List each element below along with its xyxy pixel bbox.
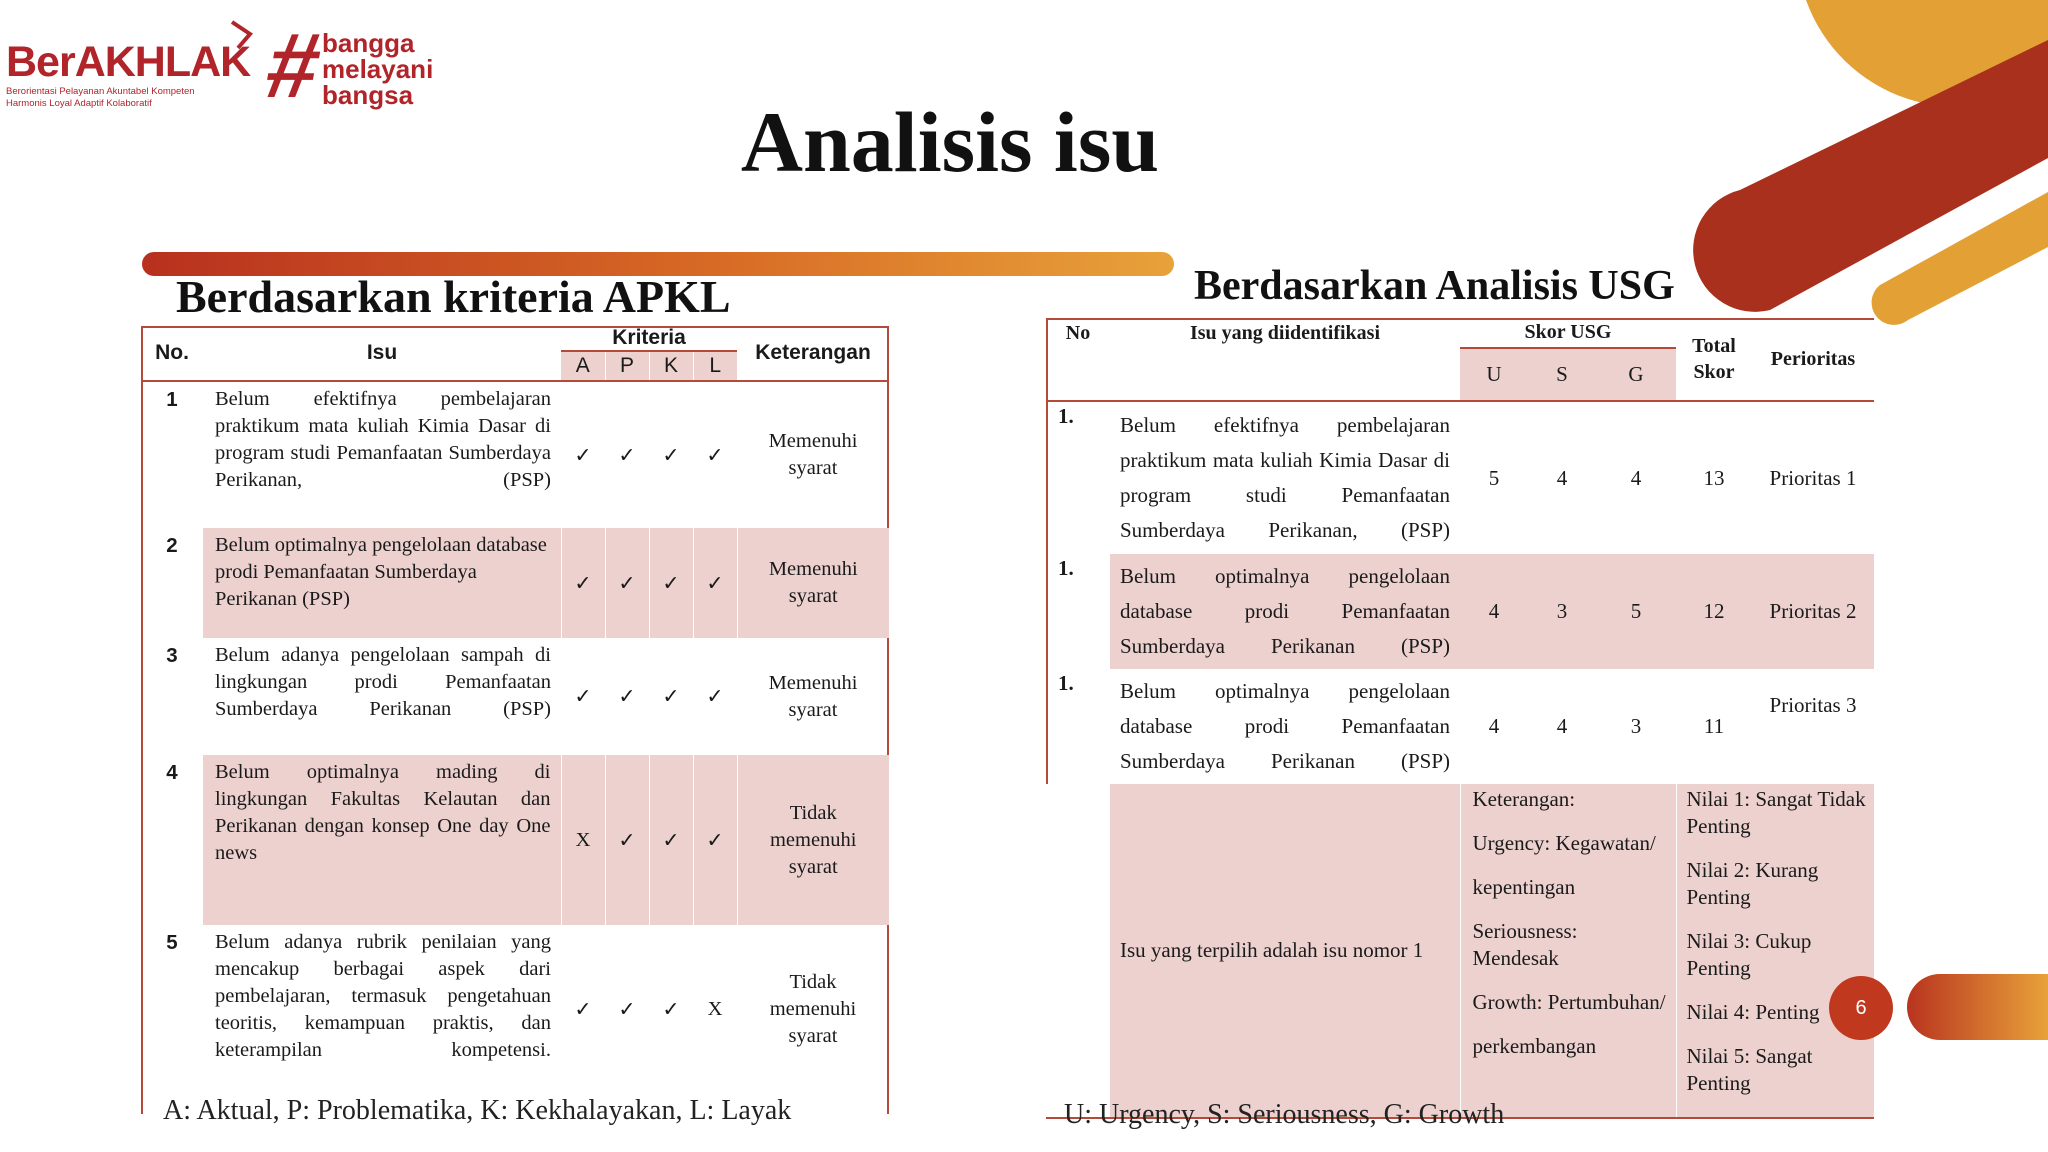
apkl-row-isu: Belum adanya rubrik penilaian yang mencakup berbagai aspek dari pembelajaran, termasuk pengetahuan teoritis, kemampuan praktis, dan keterampilan kompetensi. (215, 931, 551, 1061)
apkl-header-a: A (561, 351, 605, 381)
apkl-mark-p: ✓ (605, 528, 649, 638)
apkl-legend: A: Aktual, P: Problematika, K: Kekhalayakan, L: Layak (163, 1095, 792, 1126)
apkl-row-isu: Belum efektifnya pembelajaran praktikum mata kuliah Kimia Dasar di program studi Pemanfaatan Sumberdaya Perikanan, (PSP) (215, 388, 551, 491)
table-row (1046, 402, 1874, 554)
usg-legend: U: Urgency, S: Seriousness, G: Growth (1064, 1099, 1505, 1130)
apkl-row-isu: Belum optimalnya pengelolaan database prodi Pemanfaatan Sumberdaya Perikanan (PSP) (203, 528, 561, 638)
apkl-header-l: L (693, 351, 737, 381)
usg-row-isu: Belum optimalnya pengelolaan database prodi Pemanfaatan Sumberdaya Perikanan (PSP) (1120, 679, 1450, 773)
usg-score-g: 3 (1630, 714, 1642, 738)
apkl-mark-l: ✓ (693, 528, 737, 638)
apkl-row-keterangan: Memenuhi syarat (737, 528, 889, 638)
apkl-header-no: No. (141, 326, 203, 381)
usg-score-g: 5 (1596, 554, 1676, 669)
usg-score-g: 4 (1630, 465, 1642, 490)
usg-header-no: No (1065, 322, 1091, 344)
usg-header-g: G (1596, 348, 1676, 400)
apkl-table (141, 326, 889, 1093)
apkl-row-keterangan: Tidak memenuhi syarat (737, 755, 889, 925)
table-row (1046, 554, 1874, 669)
bangga-melayani-logo: bangga melayani bangsa (322, 28, 434, 110)
apkl-row-no: 4 (166, 761, 178, 784)
usg-header-prioritas: Perioritas (1770, 347, 1856, 370)
apkl-row-keterangan: Memenuhi syarat (768, 671, 858, 721)
apkl-header-k: K (649, 351, 693, 381)
usg-table (1046, 318, 1874, 1117)
apkl-mark-a: ✓ (574, 444, 592, 467)
usg-score-u: 4 (1460, 554, 1528, 669)
usg-summary-row (1046, 784, 1874, 1117)
usg-row-no: 1. (1058, 556, 1074, 580)
table-row (141, 381, 889, 528)
usg-row-isu: Belum efektifnya pembelajaran praktikum mata kuliah Kimia Dasar di program studi Pemanfaatan Sumberdaya Perikanan, (PSP) (1120, 413, 1450, 542)
usg-row-no: 1. (1058, 671, 1074, 695)
usg-score-s: 4 (1556, 714, 1568, 738)
usg-total: 12 (1676, 554, 1752, 669)
apkl-mark-l: ✓ (706, 686, 724, 708)
usg-header-u: U (1460, 348, 1528, 400)
table-row (141, 755, 889, 925)
usg-header-total: Total Skor (1692, 335, 1736, 383)
usg-header-skor: Skor USG (1460, 318, 1676, 348)
apkl-section-title: Berdasarkan kriteria APKL (176, 271, 731, 322)
apkl-row-no: 1 (166, 388, 178, 411)
page-number-badge: 6 (1829, 976, 1893, 1040)
usg-row-isu: Belum optimalnya pengelolaan database prodi Pemanfaatan Sumberdaya Perikanan (PSP) (1110, 554, 1460, 669)
apkl-header-kriteria: Kriteria (561, 326, 737, 351)
apkl-mark-p: ✓ (605, 755, 649, 925)
apkl-row-keterangan: Tidak memenuhi syarat (769, 970, 857, 1047)
usg-keterangan: Keterangan: Urgency: Kegawatan/ kepentingan Seriousness: Mendesak Growth: Pertumbuhan/ perkembangan (1460, 784, 1676, 1117)
apkl-mark-k: ✓ (662, 998, 680, 1021)
usg-row-no: 1. (1058, 404, 1074, 428)
apkl-row-isu: Belum adanya pengelolaan sampah di lingkungan prodi Pemanfaatan Sumberdaya Perikanan (PSP) (215, 644, 551, 720)
apkl-mark-l: ✓ (693, 755, 737, 925)
usg-score-u: 5 (1488, 465, 1500, 490)
usg-total: 13 (1703, 465, 1725, 490)
apkl-row-no: 2 (166, 534, 178, 557)
usg-total: 11 (1703, 714, 1725, 738)
usg-prioritas: Prioritas 1 (1769, 465, 1857, 490)
logo-chevron-icon (228, 20, 254, 50)
berakhlak-tagline: Berorientasi Pelayanan Akuntabel Kompeten Harmonis Loyal Adaptif Kolaboratif (6, 86, 195, 109)
usg-section-title: Berdasarkan Analisis USG (1194, 263, 1675, 309)
apkl-mark-a: ✓ (574, 998, 592, 1021)
apkl-row-isu: Belum optimalnya mading di lingkungan Fakultas Kelautan dan Perikanan dengan konsep One day One news (203, 755, 561, 925)
usg-nilai-legend: Nilai 1: Sangat Tidak Penting Nilai 2: Kurang Penting Nilai 3: Cukup Penting Nilai 4: Penting Nilai 5: Sangat Penting (1676, 784, 1874, 1117)
apkl-mark-l: X (707, 997, 723, 1020)
apkl-mark-p: ✓ (618, 998, 636, 1021)
apkl-row-no: 3 (166, 644, 178, 667)
apkl-header-keterangan: Keterangan (737, 326, 889, 381)
apkl-mark-k: ✓ (662, 686, 680, 708)
apkl-mark-l: ✓ (706, 444, 724, 467)
apkl-header-p: P (605, 351, 649, 381)
bottom-right-bar-shape (1907, 974, 2048, 1040)
apkl-row-keterangan: Memenuhi syarat (768, 430, 858, 479)
page-title: Analisis isu (740, 94, 1160, 190)
usg-header-s: S (1528, 348, 1596, 400)
apkl-mark-k: ✓ (649, 755, 693, 925)
apkl-mark-k: ✓ (649, 528, 693, 638)
apkl-mark-k: ✓ (662, 444, 680, 467)
hashtag-logo-icon: # (259, 15, 329, 117)
table-row (1046, 669, 1874, 784)
apkl-mark-a: ✓ (574, 686, 592, 708)
apkl-mark-a: ✓ (561, 528, 605, 638)
apkl-header-isu: Isu (203, 326, 561, 381)
usg-selected-issue: Isu yang terpilih adalah isu nomor 1 (1110, 784, 1460, 1117)
usg-score-s: 4 (1556, 465, 1568, 490)
usg-score-u: 4 (1488, 714, 1500, 738)
apkl-mark-a: X (561, 755, 605, 925)
berakhlak-logo: BerAKHLAK (6, 38, 251, 86)
apkl-mark-p: ✓ (618, 444, 636, 467)
table-row (141, 925, 889, 1093)
usg-prioritas: Prioritas 3 (1769, 693, 1857, 717)
table-row (141, 528, 889, 638)
apkl-row-no: 5 (166, 931, 178, 954)
usg-score-s: 3 (1528, 554, 1596, 669)
usg-header-isu: Isu yang diidentifikasi (1189, 322, 1381, 344)
apkl-mark-p: ✓ (618, 686, 636, 708)
table-row (141, 638, 889, 755)
usg-prioritas: Prioritas 2 (1752, 554, 1874, 669)
